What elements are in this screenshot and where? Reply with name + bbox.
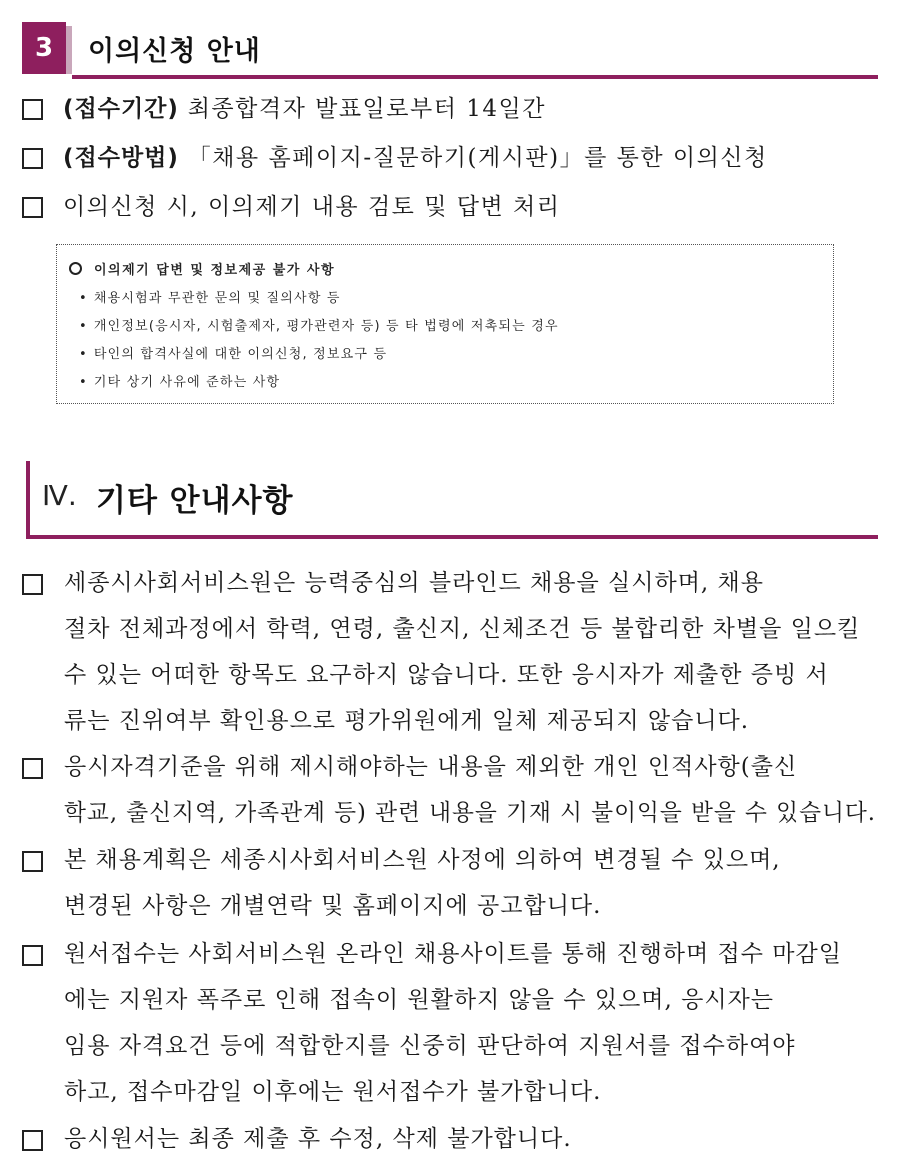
paragraph-line: 절차 전체과정에서 학력, 연령, 출신지, 신체조건 등 불합리한 차별을 일으킬 <box>64 616 861 642</box>
checkbox-icon <box>22 574 43 595</box>
item-text: 「채용 홈페이지-질문하기(게시판)」를 통한 이의신청 <box>178 145 768 171</box>
circle-bullet-icon <box>69 262 82 275</box>
paragraph-line: 하고, 접수마감일 이후에는 원서접수가 불가합니다. <box>64 1079 602 1105</box>
paragraph-line: 류는 진위여부 확인용으로 평가위원에게 일체 제공되지 않습니다. <box>64 708 750 734</box>
note-line: • 채용시험과 무관한 문의 및 질의사항 등 <box>79 291 341 306</box>
checkbox-icon <box>22 1130 43 1151</box>
paragraph-line: 세종시사회서비스원은 능력중심의 블라인드 채용을 실시하며, 채용 <box>64 570 764 596</box>
list-item-period <box>22 86 546 132</box>
restriction-note-box <box>56 244 834 404</box>
section-3-rule <box>72 75 878 79</box>
list-item-processing <box>22 184 560 230</box>
checkbox-icon <box>22 148 43 169</box>
section-4-roman: Ⅳ. <box>42 479 77 512</box>
checkbox-icon <box>22 851 43 872</box>
paragraph-line: 에는 지원자 폭주로 인해 접속이 원활하지 않을 수 있으며, 응시자는 <box>64 987 774 1013</box>
paragraph-line: 원서접수는 사회서비스원 온라인 채용사이트를 통해 진행하며 접수 마감일 <box>64 941 842 967</box>
note-line: • 기타 상기 사유에 준하는 사항 <box>79 375 281 390</box>
checkbox-icon <box>22 197 43 218</box>
section-4-rule <box>26 535 878 539</box>
list-item-method <box>22 135 768 181</box>
section-4-header <box>26 461 878 541</box>
paragraph-line: 학교, 출신지역, 가족관계 등) 관련 내용을 기재 시 불이익을 받을 수 있습니다. <box>64 800 877 826</box>
badge-shadow <box>66 26 72 74</box>
note-heading <box>69 259 335 278</box>
paragraph-line: 본 채용계획은 세종시사회서비스원 사정에 의하여 변경될 수 있으며, <box>64 847 781 873</box>
paragraph-line: 응시자격기준을 위해 제시해야하는 내용을 제외한 개인 인적사항(출신 <box>64 754 798 780</box>
paragraph-line: 응시원서는 최종 제출 후 수정, 삭제 불가합니다. <box>64 1126 572 1152</box>
note-heading-text: 이의제기 답변 및 정보제공 불가 사항 <box>94 263 335 278</box>
paragraph-line: 수 있는 어떠한 항목도 요구하지 않습니다. 또한 응시자가 제출한 증빙 서 <box>64 662 829 688</box>
checkbox-icon <box>22 99 43 120</box>
item-text: 이의신청 시, 이의제기 내용 검토 및 답변 처리 <box>63 194 561 220</box>
note-line: • 타인의 합격사실에 대한 이의신청, 정보요구 등 <box>79 347 388 362</box>
checkbox-icon <box>22 945 43 966</box>
item-label: (접수방법) <box>63 145 179 171</box>
item-text: 최종합격자 발표일로부터 14일간 <box>178 96 546 122</box>
item-label: (접수기간) <box>63 96 179 122</box>
section-3-title: 이의신청 안내 <box>88 36 261 67</box>
paragraph-line: 변경된 사항은 개별연락 및 홈페이지에 공고합니다. <box>64 893 602 919</box>
section-number-badge: 3 <box>22 22 66 74</box>
paragraph-line: 임용 자격요건 등에 적합한지를 신중히 판단하여 지원서를 접수하여야 <box>64 1033 796 1059</box>
section-4-title: 기타 안내사항 <box>96 483 294 519</box>
section-4-left-bar <box>26 461 30 539</box>
note-line: • 개인정보(응시자, 시험출제자, 평가관련자 등) 등 타 법령에 저촉되는 경우 <box>79 319 559 334</box>
section-3-header <box>22 22 878 80</box>
checkbox-icon <box>22 758 43 779</box>
